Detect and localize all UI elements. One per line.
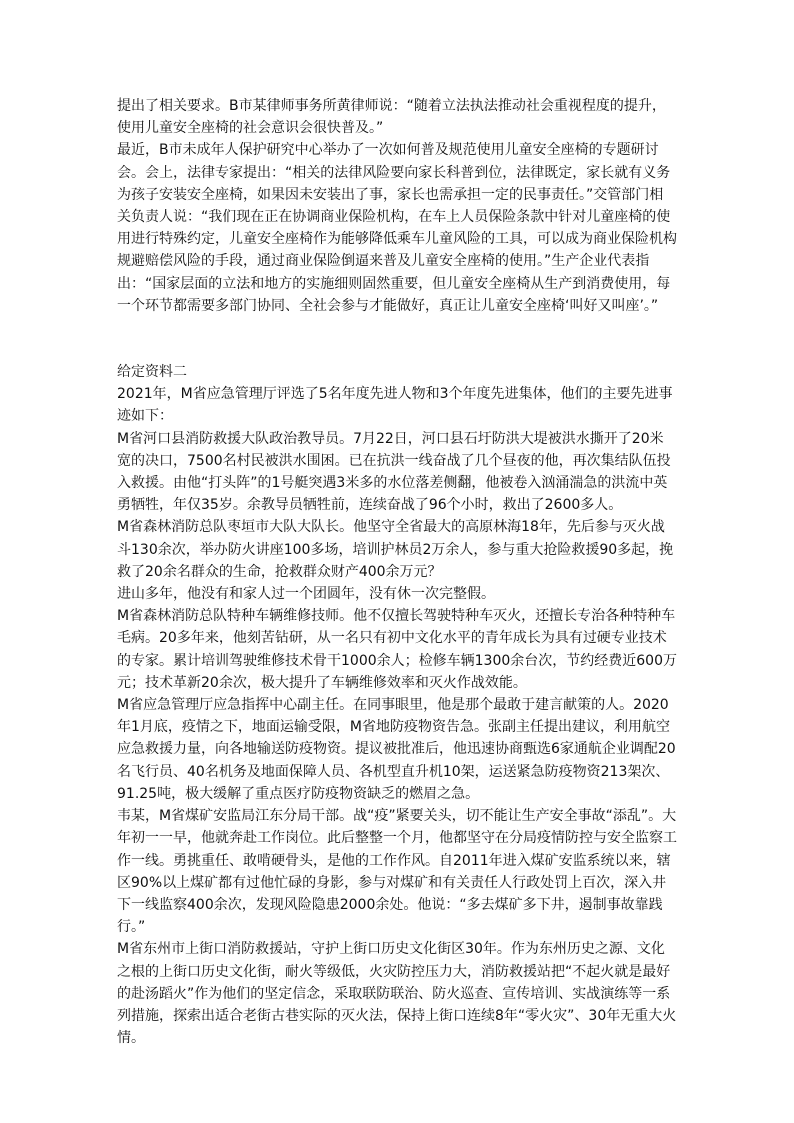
document-page — [117, 95, 677, 1049]
paragraph-intro: 2021年，M省应急管理厅评选了5名年度先进人物和3个年度先进集体，他们的主要先进事迹如下： — [117, 386, 673, 425]
paragraph-lawyer-quote: 提出了相关要求。B市某律师事务所黄律师说：“随着立法执法推动社会重视程度的提升，使用儿童安全座椅的社会意识会很快普及。” — [117, 98, 666, 137]
paragraph-fire-station: M省东州市上街口消防救援站，守护上街口历史文化街区30年。作为东州历史之源、文化之根的上街口历史文化街，耐火等级低，火灾防控压力大，消防救援站把“不起火就是最好的赴汤蹈火”作为他们的坚定信念，采取联防联治、防火巡查、宣传培训、实战演练等一系列措施，探索出适合老街古巷实际的灭火法，保持上街口连续8年“零火灾”、30年无重大火情。 — [117, 941, 677, 1047]
section-title: 给定资料二 — [117, 364, 187, 381]
paragraph-coal-safety: 韦某，M省煤矿安监局江东分局干部。战“疫”紧要关头，切不能让生产安全事故“添乱”。大年初一一早，他就奔赴工作岗位。此后整整一个月，他都坚守在分局疫情防控与安全监察工作一线。勇挑重任、敢啃硬骨头，是他的工作作风。自2011年进入煤矿安监系统以来，辖区90%以上煤矿都有过他忙碌的身影，参与对煤矿和有关责任人行政处罚上百次，深入井下一线监察400余次，发现风险隐患2000余处。他说：“多去煤矿多下井，遏制事故靠践行。” — [117, 808, 677, 936]
paragraph-mountain-years: 进山多年，他没有和家人过一个团圆年，没有休一次完整假。 — [117, 586, 495, 603]
paragraph-seminar: 最近，B市未成年人保护研究中心举办了一次如何普及规范使用儿童安全座椅的专题研讨会。会上，法律专家提出：“相关的法律风险要向家长科普到位，法律既定，家长就有义务为孩子安装安全座椅，如果因未安装出了事，家长也需承担一定的民事责任。”交管部门相关负责人说：“我们现在正在协调商业保险机构，在车上人员保险条款中针对儿童座椅的使用进行特殊约定，儿童安全座椅作为能够降低乘车儿童风险的工具，可以成为商业保险机构规避赔偿风险的手段，通过商业保险倒逼来普及儿童安全座椅的使用。”生产企业代表指出：“国家层面的立法和地方的实施细则固然重要，但儿童安全座椅从生产到消费使用，每一个环节都需要多部门协同、全社会参与才能做好，真正让儿童安全座椅‘叫好又叫座’。” — [117, 142, 677, 314]
paragraph-command-center: M省应急管理厅应急指挥中心副主任。在同事眼里，他是那个最敢于建言献策的人。2020年1月底，疫情之下，地面运输受限，M省地防疫物资告急。张副主任提出建议，利用航空应急救援力量，向各地输送防疫物资。提议被批准后，他迅速协商甄选6家通航企业调配20名飞行员、40名机务及地面保障人员、各机型直升机10架，运送紧急防疫物资213架次、91.25吨，极大缓解了重点医疗防疫物资缺乏的燃眉之急。 — [117, 697, 676, 802]
paragraph-hekou-instructor: M省河口县消防救援大队政治教导员。7月22日，河口县石圩防洪大堤被洪水撕开了20米宽的决口，7500名村民被洪水围困。已在抗洪一线奋战了几个昼夜的他，再次集结队伍投入救援。由他“打头阵”的1号艇突遇3米多的水位落差侧翻，他被卷入汹涌湍急的洪流中英勇牺牲，年仅35岁。余教导员牺牲前，连续奋战了96个小时，救出了2600多人。 — [117, 430, 671, 514]
paragraph-forest-captain: M省森林消防总队枣垣市大队大队长。他坚守全省最大的高原林海18年，先后参与灭火战斗130余次，举办防火讲座100多场，培训护林员2万余人，参与重大抢险救援90多起，挽救了20余名群众的生命，抢救群众财产400余万元？ — [117, 519, 674, 580]
paragraph-vehicle-technician: M省森林消防总队特种车辆维修技师。他不仅擅长驾驶特种车灭火，还擅长专治各种特种车毛病。20多年来，他刻苦钻研，从一名只有初中文化水平的青年成长为具有过硬专业技术的专家。累计培训驾驶维修技术骨干1000余人；检修车辆1300余台次，节约经费近600万元；技术革新20余次，极大提升了车辆维修效率和灭火作战效能。 — [117, 608, 677, 691]
section-spacer — [117, 317, 677, 361]
